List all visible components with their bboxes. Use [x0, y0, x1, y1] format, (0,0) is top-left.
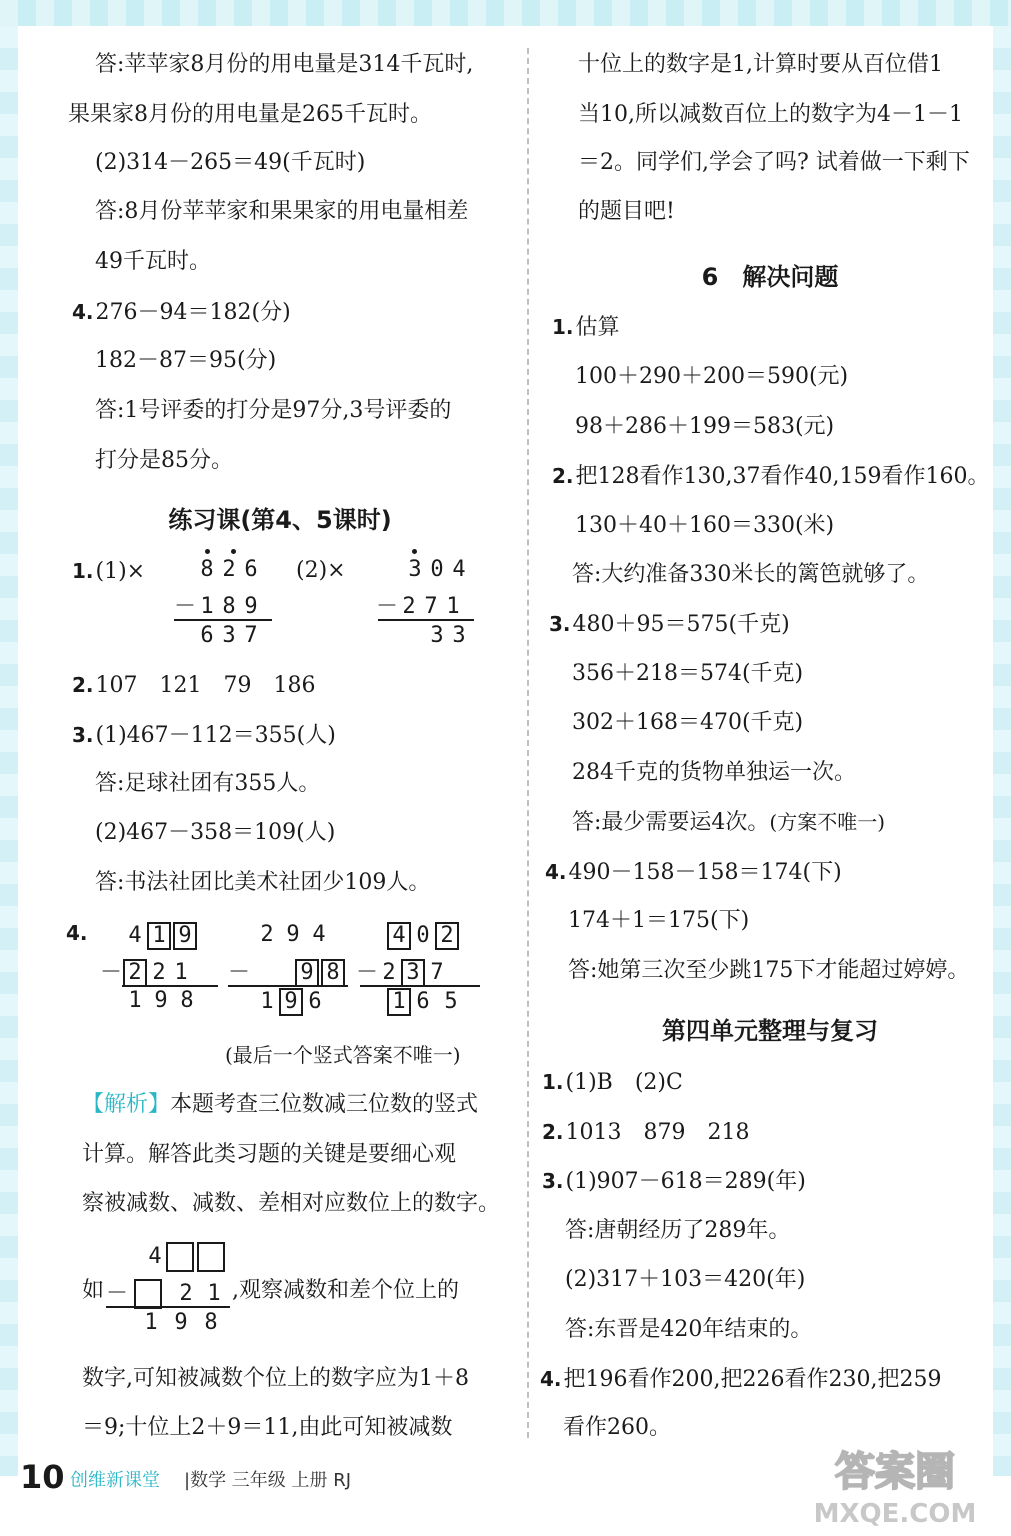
practice-4-number: 4.	[66, 921, 88, 945]
answer-line: 答:足球社团有355人。	[95, 771, 321, 796]
problem-3: 3.480＋95＝575(千克)	[549, 612, 790, 637]
answer-line: 答:她第三次至少跳175下才能超过婷婷。	[568, 958, 970, 983]
analysis-line: ＝2。同学们,学会了吗? 试着做一下剩下	[578, 150, 970, 175]
judge-answer: (1)×	[95, 559, 146, 584]
answer-line: 看作260。	[563, 1415, 671, 1440]
calc-line: 284千克的货物单独运一次。	[572, 760, 856, 785]
section-title-practice: 练习课(第4、5课时)	[168, 506, 392, 534]
example-prefix: 如	[82, 1278, 105, 1303]
calc-line: 130＋40＋160＝330(米)	[575, 513, 835, 538]
answer-line: 答:1号评委的打分是97分,3号评委的	[95, 398, 452, 423]
analysis-line: 察被减数、减数、差相对应数位上的数字。	[82, 1191, 501, 1216]
analysis-line: ,观察减数和差个位上的	[232, 1278, 459, 1303]
calc-line: (2)467－358＝109(人)	[95, 820, 336, 845]
analysis-line: 数字,可知被减数个位上的数字应为1＋8	[82, 1366, 469, 1391]
calc-line: (2)314－265＝49(千瓦时)	[95, 150, 366, 175]
review-4: 4.把196看作200,把226看作230,把259	[540, 1367, 942, 1392]
answer-line: 答:书法社团比美术社团少109人。	[95, 870, 431, 895]
analysis-label: 【解析】	[82, 1092, 171, 1117]
answer-line: 答:8月份苹苹家和果果家的用电量相差	[95, 199, 469, 224]
book-info: |数学 三年级 上册 RJ	[184, 1470, 352, 1491]
answer-line: 答:最少需要运4次。(方案不唯一)	[572, 810, 886, 835]
question-number: 3.	[72, 723, 94, 747]
borrow-dot	[412, 549, 417, 554]
calc-line: (2)317＋103＝420(年)	[565, 1267, 806, 1292]
problem-4: 4.490－158－158＝174(下)	[545, 860, 842, 885]
answer-line: 答:苹苹家8月份的用电量是314千瓦时,	[95, 52, 474, 77]
right-decorative-band	[993, 26, 1011, 1476]
problem-1: 1.估算	[552, 315, 620, 340]
vertical-calc-box-1: 4 1 9 － 2 2 1 1 9 8	[100, 922, 220, 1022]
calc-line: 356＋218＝574(千克)	[572, 661, 804, 686]
review-2: 2.1013 879 218	[542, 1120, 750, 1145]
practice-3: 3.(1)467－112＝355(人)	[72, 723, 336, 748]
borrow-dot	[205, 549, 210, 554]
vertical-calc-1: 8 2 6 － 1 8 9 6 3 7	[174, 545, 274, 655]
section-title-6: 6 解决问题	[701, 263, 839, 291]
analysis-line: 的题目吧!	[578, 199, 675, 224]
column-divider	[527, 48, 529, 1438]
answer-line: 答:大约准备330米长的篱笆就够了。	[572, 562, 930, 587]
calc-line: 302＋168＝470(千克)	[572, 710, 804, 735]
page-number: 10	[20, 1458, 65, 1496]
watermark-bottom-text: MXQE.COM	[813, 1499, 977, 1529]
problem-2: 2.把128看作130,37看作40,159看作160。	[552, 464, 990, 489]
analysis-line: 【解析】本题考查三位数减三位数的竖式	[82, 1092, 479, 1117]
question-number: 2.	[72, 673, 94, 697]
example-vertical-calc: 4 － 2 1 1 9 8	[106, 1242, 236, 1342]
calc-line: 100＋290＋200＝590(元)	[575, 364, 849, 389]
vertical-calc-2: 3 0 4 － 2 7 1 3 3	[376, 545, 476, 655]
book-brand: 创维新课堂	[70, 1470, 160, 1491]
answer-line: 答:东晋是420年结束的。	[565, 1317, 813, 1342]
review-1: 1.(1)B (2)C	[542, 1070, 683, 1095]
calc-line: 182－87＝95(分)	[95, 348, 277, 373]
question-4	[72, 297, 291, 328]
question-number: 4.	[72, 300, 94, 324]
calc-line: 276－94＝182(分)	[95, 300, 291, 325]
analysis-line: ＝9;十位上2＋9＝11,由此可知被减数	[82, 1415, 453, 1440]
note-not-unique: (最后一个竖式答案不唯一)	[225, 1043, 461, 1067]
judge-answer: (2)×	[296, 558, 346, 583]
vertical-calc-box-3: 4 0 2 － 2 3 7 1 6 5	[356, 922, 486, 1022]
borrow-dot	[231, 549, 236, 554]
review-3: 3.(1)907－618＝289(年)	[542, 1169, 806, 1194]
calc-line: 174＋1＝175(下)	[568, 908, 750, 933]
practice-1	[72, 556, 145, 587]
calc-line: 98＋286＋199＝583(元)	[575, 414, 835, 439]
vertical-calc-box-2: 2 9 4 － 9 8 1 9 6	[228, 922, 348, 1022]
watermark-logo	[800, 1440, 990, 1530]
top-decorative-band	[0, 0, 1011, 26]
left-decorative-band	[0, 26, 18, 1476]
watermark-top-text: 答案圈	[835, 1449, 955, 1495]
analysis-line: 当10,所以减数百位上的数字为4－1－1	[578, 102, 963, 127]
question-number: 1.	[72, 559, 94, 583]
analysis-line: 十位上的数字是1,计算时要从百位借1	[578, 52, 943, 77]
analysis-line: 计算。解答此类习题的关键是要细心观	[82, 1142, 457, 1167]
practice-2: 2.107 121 79 186	[72, 673, 316, 698]
answer-line: 打分是85分。	[95, 448, 233, 473]
answer-line: 答:唐朝经历了289年。	[565, 1218, 791, 1243]
section-title-review: 第四单元整理与复习	[662, 1017, 878, 1045]
answer-line: 果果家8月份的用电量是265千瓦时。	[68, 102, 432, 127]
answer-line: 49千瓦时。	[95, 249, 211, 274]
